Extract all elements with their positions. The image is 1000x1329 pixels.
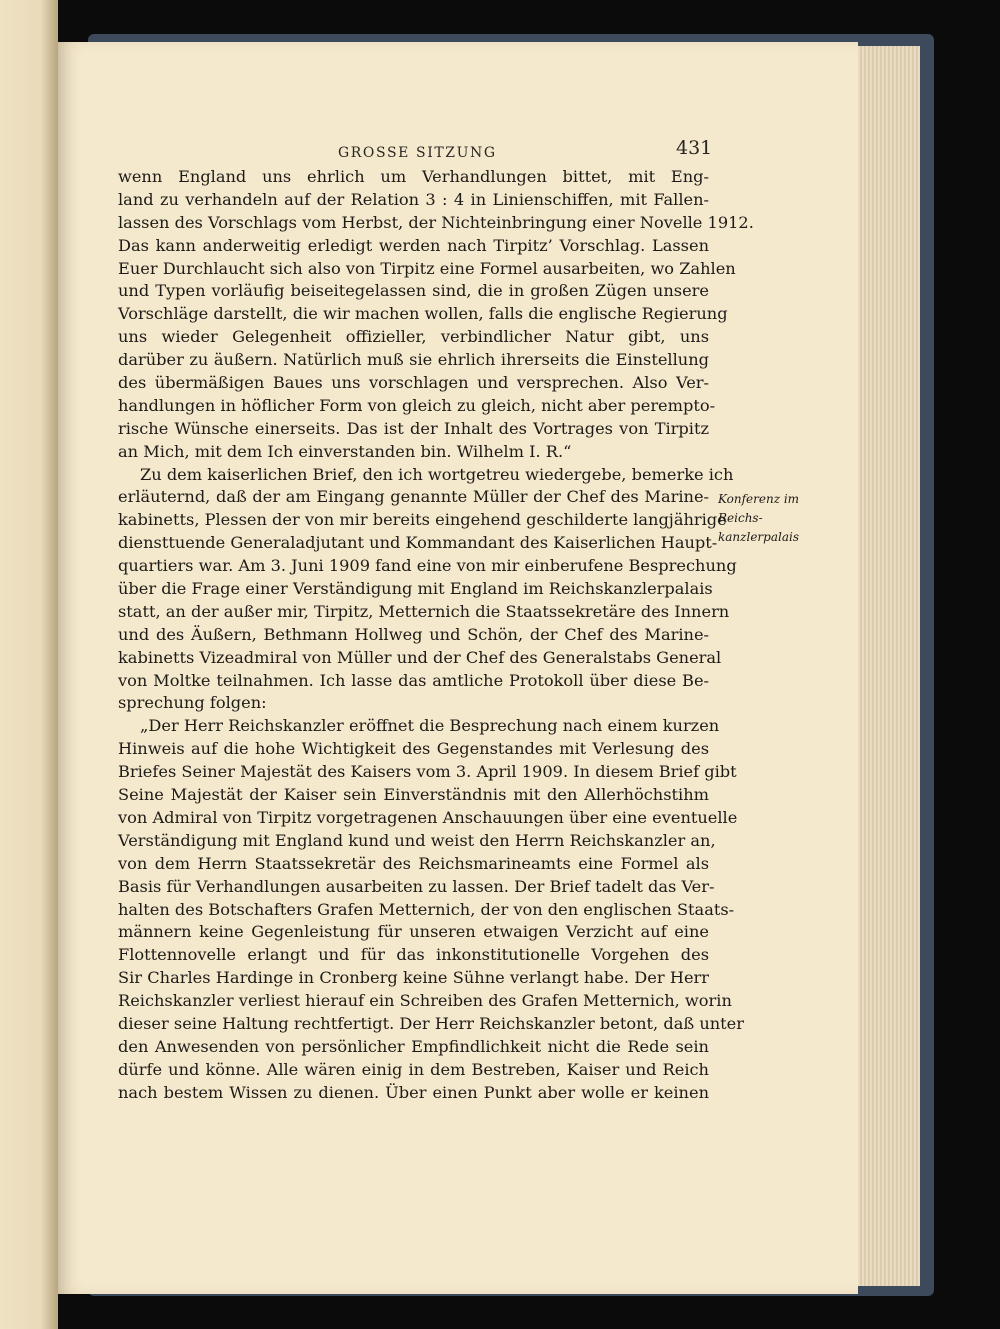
text-line: an Mich, mit dem Ich einverstanden bin. Wilhelm I. R.“ [118,441,572,461]
text-line: „Der Herr Reichskanzler eröffnet die Besprechung nach einem kurzen [140,716,720,736]
running-header: GROSSE SITZUNG [338,145,497,161]
text-line: wenn England uns ehrlich um Verhandlungen bittet, mit Eng- [118,167,709,186]
margin-note-line: Konferenz im [718,492,800,506]
text-line: sprechung folgen: [118,693,267,713]
text-line: halten des Botschafters Grafen Metternich, der von den englischen Staats- [118,899,735,919]
text-line: diensttuende Generaladjutant und Kommandant des Kaiserlichen Haupt- [118,533,718,553]
margin-note [718,490,818,547]
margin-note-line: kanzlerpalais [718,530,799,544]
text-line: Seine Majestät der Kaiser sein Einverständnis mit den Allerhöchstihm [118,785,709,805]
text-line: Zu dem kaiserlichen Brief, den ich wortgetreu wiedergebe, bemerke ich [140,464,734,484]
text-line: Verständigung mit England kund und weist den Herrn Reichskanzler an, [118,830,716,850]
text-line: handlungen in höflicher Form von gleich zu gleich, nicht aber perempto- [118,395,716,415]
text-line: von Moltke teilnahmen. Ich lasse das amtliche Protokoll über diese Be- [118,670,709,690]
text-line: dieser seine Haltung rechtfertigt. Der Herr Reichskanzler betont, daß unter [118,1013,744,1033]
text-line: männern keine Gegenleistung für unseren etwaigen Verzicht auf eine [118,922,709,942]
text-line: uns wieder Gelegenheit offizieller, verbindlicher Natur gibt, uns [118,327,709,347]
body-text [118,166,754,1105]
text-line: kabinetts, Plessen der von mir bereits eingehend geschilderte langjährige [118,510,727,530]
text-line: Euer Durchlaucht sich also von Tirpitz eine Formel ausarbeiten, wo Zahlen [118,258,736,278]
text-line: dürfe und könne. Alle wären einig in dem Bestreben, Kaiser und Reich [118,1059,709,1079]
text-line: von dem Herrn Staatssekretär des Reichsmarineamts eine Formel als [118,853,709,873]
text-line: darüber zu äußern. Natürlich muß sie ehrlich ihrerseits die Einstellung [118,350,709,370]
text-line: erläuternd, daß der am Eingang genannte Müller der Chef des Marine- [118,487,709,507]
text-line: über die Frage einer Verständigung mit England im Reichskanzlerpalais [118,579,713,599]
margin-note-line: Reichs- [718,511,763,525]
text-line: nach bestem Wissen zu dienen. Über einen Punkt aber wolle er keinen [118,1082,709,1102]
text-line: land zu verhandeln auf der Relation 3 : 4 in Linienschiffen, mit Fallen- [118,189,709,209]
text-line: rische Wünsche einerseits. Das ist der Inhalt des Vortrages von Tirpitz [118,418,709,438]
text-line: von Admiral von Tirpitz vorgetragenen Anschauungen über eine eventuelle [118,807,738,827]
text-line: Sir Charles Hardinge in Cronberg keine Sühne verlangt habe. Der Herr [118,968,709,988]
text-line: und Typen vorläufig beiseitegelassen sind, die in großen Zügen unsere [118,281,709,301]
text-line: Hinweis auf die hohe Wichtigkeit des Gegenstandes mit Verlesung des [118,739,709,759]
text-line: Reichskanzler verliest hierauf ein Schreiben des Grafen Metternich, worin [118,991,732,1011]
text-line: des übermäßigen Baues uns vorschlagen und versprechen. Also Ver- [118,373,709,393]
text-line: Briefes Seiner Majestät des Kaisers vom 3. April 1909. In diesem Brief gibt [118,762,737,782]
left-page-edge [0,0,58,1329]
text-line: und des Äußern, Bethmann Hollweg und Schön, der Chef des Marine- [118,624,709,644]
text-line: statt, an der außer mir, Tirpitz, Metternich die Staatssekretäre des Innern [118,601,730,621]
text-line: Flottennovelle erlangt und für das inkonstitutionelle Vorgehen des [118,945,709,965]
text-line: lassen des Vorschlags vom Herbst, der Nichteinbringung einer Novelle 1912. [118,212,754,232]
text-line: Das kann anderweitig erledigt werden nach Tirpitz’ Vorschlag. Lassen [118,235,709,255]
text-line: quartiers war. Am 3. Juni 1909 fand eine von mir einberufene Besprechung [118,556,737,576]
text-line: kabinetts Vizeadmiral von Müller und der Chef des Generalstabs General [118,647,722,667]
text-line: den Anwesenden von persönlicher Empfindlichkeit nicht die Rede sein [118,1036,709,1056]
text-line: Vorschläge darstellt, die wir machen wollen, falls die englische Regierung [118,304,728,324]
text-line: Basis für Verhandlungen ausarbeiten zu lassen. Der Brief tadelt das Ver- [118,876,715,896]
page-number: 431 [676,137,713,159]
